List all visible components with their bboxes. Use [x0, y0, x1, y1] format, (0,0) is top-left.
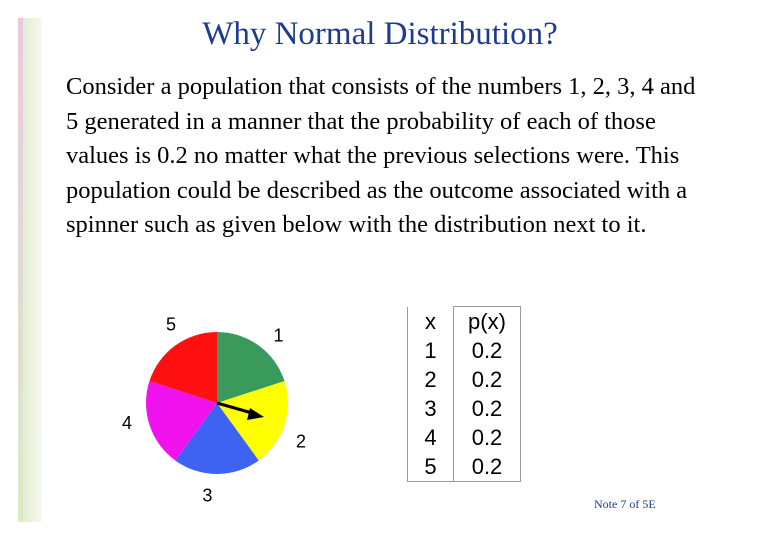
- spinner-label-3: 3: [202, 485, 213, 506]
- slide-title: Why Normal Distribution?: [202, 16, 558, 52]
- table-cell-x: 2: [408, 365, 454, 394]
- table-cell-x: 3: [408, 394, 454, 423]
- table-row: [408, 452, 521, 482]
- table-header-row: [408, 307, 521, 337]
- table-cell-px: 0.2: [454, 336, 521, 365]
- table-header-px: p(x): [454, 307, 521, 337]
- table-row: [408, 336, 521, 365]
- table-cell-px: 0.2: [454, 394, 521, 423]
- decorative-side-bar: [18, 18, 42, 522]
- table-cell-x: 4: [408, 423, 454, 452]
- spinner-diagram: [122, 310, 315, 506]
- spinner-label-4: 4: [122, 413, 133, 434]
- spinner-label-1: 1: [273, 325, 284, 346]
- table-row: [408, 365, 521, 394]
- slide-footnote: Note 7 of 5E: [594, 497, 656, 511]
- spinner-label-5: 5: [165, 314, 177, 335]
- spinner-label-2: 2: [296, 431, 307, 452]
- table-row: [408, 394, 521, 423]
- slide-body-text: Consider a population that consists of the numbers 1, 2, 3, 4 and 5 generated in a manner that the probability of each of those values is 0.2 no matter what the previous selections were. This population could be described as the outcome associated with a spinner such as given below with the distribution next to it.: [66, 73, 696, 238]
- table-row: [408, 423, 521, 452]
- table-cell-x: 1: [408, 336, 454, 365]
- table-cell-px: 0.2: [454, 423, 521, 452]
- table-cell-px: 0.2: [454, 452, 521, 482]
- table-header-x: x: [408, 307, 454, 337]
- distribution-table: [407, 306, 521, 482]
- table-cell-x: 5: [408, 452, 454, 482]
- table-cell-px: 0.2: [454, 365, 521, 394]
